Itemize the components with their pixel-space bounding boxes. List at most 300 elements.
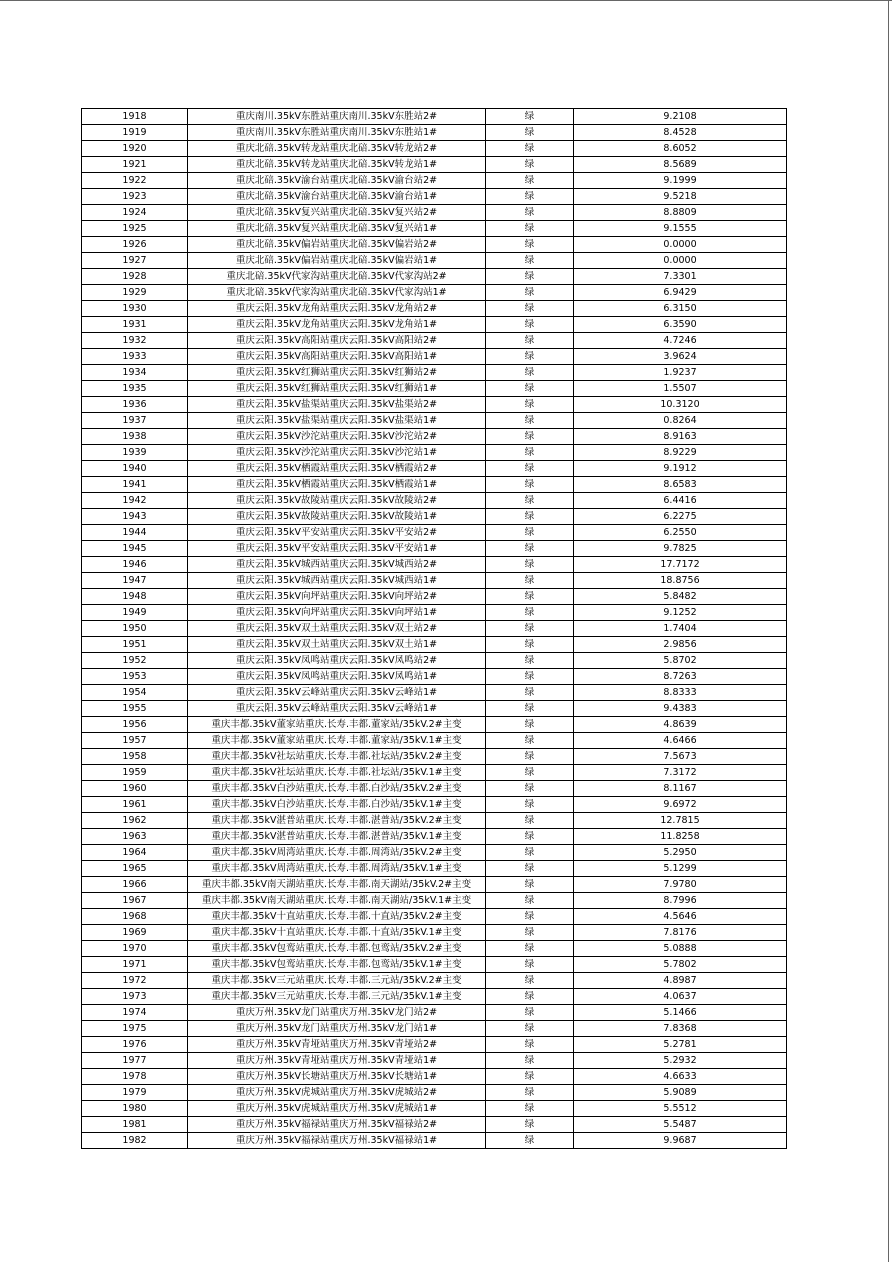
value-cell: 11.8258 (574, 829, 787, 845)
table-row (82, 461, 787, 477)
value-cell: 9.6972 (574, 797, 787, 813)
row-id-cell: 1952 (82, 653, 188, 669)
station-name-cell: 重庆丰都.35kV社坛站重庆.长寿.丰都.社坛站/35kV.2#主变 (188, 749, 486, 765)
value-cell: 0.8264 (574, 413, 787, 429)
row-id-cell: 1950 (82, 621, 188, 637)
table-row (82, 557, 787, 573)
table-row (82, 941, 787, 957)
status-cell: 绿 (486, 861, 574, 877)
value-cell: 5.2932 (574, 1053, 787, 1069)
table-row (82, 621, 787, 637)
status-cell: 绿 (486, 749, 574, 765)
table-row (82, 989, 787, 1005)
status-cell: 绿 (486, 413, 574, 429)
row-id-cell: 1940 (82, 461, 188, 477)
station-name-cell: 重庆丰都.35kV社坛站重庆.长寿.丰都.社坛站/35kV.1#主变 (188, 765, 486, 781)
station-name-cell: 重庆丰都.35kV周湾站重庆.长寿.丰都.周湾站/35kV.2#主变 (188, 845, 486, 861)
station-name-cell: 重庆北碚.35kV偏岩站重庆北碚.35kV偏岩站2# (188, 237, 486, 253)
row-id-cell: 1924 (82, 205, 188, 221)
station-name-cell: 重庆北碚.35kV复兴站重庆北碚.35kV复兴站1# (188, 221, 486, 237)
row-id-cell: 1928 (82, 269, 188, 285)
row-id-cell: 1933 (82, 349, 188, 365)
status-cell: 绿 (486, 493, 574, 509)
row-id-cell: 1964 (82, 845, 188, 861)
table-row (82, 1005, 787, 1021)
table-row (82, 861, 787, 877)
status-cell: 绿 (486, 717, 574, 733)
station-name-cell: 重庆万州.35kV虎城站重庆万州.35kV虎城站1# (188, 1101, 486, 1117)
status-cell: 绿 (486, 1053, 574, 1069)
table-row (82, 269, 787, 285)
status-cell: 绿 (486, 845, 574, 861)
row-id-cell: 1959 (82, 765, 188, 781)
row-id-cell: 1957 (82, 733, 188, 749)
value-cell: 4.8987 (574, 973, 787, 989)
row-id-cell: 1972 (82, 973, 188, 989)
row-id-cell: 1951 (82, 637, 188, 653)
status-cell: 绿 (486, 573, 574, 589)
station-name-cell: 重庆丰都.35kV三元站重庆.长寿.丰都.三元站/35kV.1#主变 (188, 989, 486, 1005)
station-name-cell: 重庆丰都.35kV包鸾站重庆.长寿.丰都.包鸾站/35kV.1#主变 (188, 957, 486, 973)
station-name-cell: 重庆万州.35kV福禄站重庆万州.35kV福禄站1# (188, 1133, 486, 1149)
status-cell: 绿 (486, 733, 574, 749)
status-cell: 绿 (486, 893, 574, 909)
station-name-cell: 重庆北碚.35kV渝台站重庆北碚.35kV渝台站1# (188, 189, 486, 205)
station-name-cell: 重庆云阳.35kV双土站重庆云阳.35kV双土站1# (188, 637, 486, 653)
station-name-cell: 重庆云阳.35kV云峰站重庆云阳.35kV云峰站1# (188, 685, 486, 701)
row-id-cell: 1976 (82, 1037, 188, 1053)
station-name-cell: 重庆云阳.35kV凤鸣站重庆云阳.35kV凤鸣站2# (188, 653, 486, 669)
status-cell: 绿 (486, 349, 574, 365)
status-cell: 绿 (486, 989, 574, 1005)
row-id-cell: 1932 (82, 333, 188, 349)
table-row (82, 541, 787, 557)
table-row (82, 333, 787, 349)
status-cell: 绿 (486, 221, 574, 237)
row-id-cell: 1975 (82, 1021, 188, 1037)
value-cell: 7.5673 (574, 749, 787, 765)
station-name-cell: 重庆丰都.35kV湛普站重庆.长寿.丰都.湛普站/35kV.1#主变 (188, 829, 486, 845)
row-id-cell: 1941 (82, 477, 188, 493)
value-cell: 0.0000 (574, 237, 787, 253)
station-name-cell: 重庆丰都.35kV南天湖站重庆.长寿.丰都.南天湖站/35kV.2#主变 (188, 877, 486, 893)
table-row (82, 1021, 787, 1037)
status-cell: 绿 (486, 301, 574, 317)
value-cell: 7.3172 (574, 765, 787, 781)
status-cell: 绿 (486, 205, 574, 221)
row-id-cell: 1923 (82, 189, 188, 205)
row-id-cell: 1922 (82, 173, 188, 189)
table-row (82, 909, 787, 925)
station-name-cell: 重庆云阳.35kV向坪站重庆云阳.35kV向坪站1# (188, 605, 486, 621)
station-name-cell: 重庆北碚.35kV代家沟站重庆北碚.35kV代家沟站2# (188, 269, 486, 285)
status-cell: 绿 (486, 813, 574, 829)
station-name-cell: 重庆丰都.35kV十直站重庆.长寿.丰都.十直站/35kV.2#主变 (188, 909, 486, 925)
row-id-cell: 1953 (82, 669, 188, 685)
value-cell: 5.5512 (574, 1101, 787, 1117)
status-cell: 绿 (486, 509, 574, 525)
value-cell: 6.4416 (574, 493, 787, 509)
status-cell: 绿 (486, 125, 574, 141)
value-cell: 9.1555 (574, 221, 787, 237)
table-row (82, 445, 787, 461)
table-row (82, 477, 787, 493)
station-name-cell: 重庆云阳.35kV城西站重庆云阳.35kV城西站1# (188, 573, 486, 589)
value-cell: 8.8333 (574, 685, 787, 701)
table-row (82, 381, 787, 397)
value-cell: 18.8756 (574, 573, 787, 589)
row-id-cell: 1954 (82, 685, 188, 701)
status-cell: 绿 (486, 589, 574, 605)
table-row (82, 733, 787, 749)
status-cell: 绿 (486, 653, 574, 669)
status-cell: 绿 (486, 941, 574, 957)
row-id-cell: 1967 (82, 893, 188, 909)
station-name-cell: 重庆万州.35kV龙门站重庆万州.35kV龙门站1# (188, 1021, 486, 1037)
status-cell: 绿 (486, 829, 574, 845)
row-id-cell: 1936 (82, 397, 188, 413)
status-cell: 绿 (486, 189, 574, 205)
station-name-cell: 重庆云阳.35kV栖霞站重庆云阳.35kV栖霞站2# (188, 461, 486, 477)
table-row (82, 701, 787, 717)
station-name-cell: 重庆丰都.35kV白沙站重庆.长寿.丰都.白沙站/35kV.2#主变 (188, 781, 486, 797)
station-name-cell: 重庆北碚.35kV转龙站重庆北碚.35kV转龙站2# (188, 141, 486, 157)
row-id-cell: 1970 (82, 941, 188, 957)
value-cell: 5.5487 (574, 1117, 787, 1133)
status-cell: 绿 (486, 685, 574, 701)
row-id-cell: 1979 (82, 1085, 188, 1101)
status-cell: 绿 (486, 877, 574, 893)
status-cell: 绿 (486, 397, 574, 413)
value-cell: 5.1466 (574, 1005, 787, 1021)
row-id-cell: 1930 (82, 301, 188, 317)
value-cell: 4.5646 (574, 909, 787, 925)
value-cell: 5.8482 (574, 589, 787, 605)
station-name-cell: 重庆云阳.35kV沙沱站重庆云阳.35kV沙沱站2# (188, 429, 486, 445)
table-row (82, 893, 787, 909)
table-row (82, 301, 787, 317)
table-row (82, 157, 787, 173)
value-cell: 2.9856 (574, 637, 787, 653)
value-cell: 8.1167 (574, 781, 787, 797)
table-row (82, 685, 787, 701)
station-name-cell: 重庆丰都.35kV十直站重庆.长寿.丰都.十直站/35kV.1#主变 (188, 925, 486, 941)
status-cell: 绿 (486, 461, 574, 477)
row-id-cell: 1946 (82, 557, 188, 573)
value-cell: 12.7815 (574, 813, 787, 829)
table-row (82, 877, 787, 893)
row-id-cell: 1935 (82, 381, 188, 397)
station-name-cell: 重庆云阳.35kV龙角站重庆云阳.35kV龙角站2# (188, 301, 486, 317)
status-cell: 绿 (486, 541, 574, 557)
status-cell: 绿 (486, 109, 574, 125)
value-cell: 6.2275 (574, 509, 787, 525)
table-row (82, 413, 787, 429)
value-cell: 1.7404 (574, 621, 787, 637)
row-id-cell: 1939 (82, 445, 188, 461)
table-row (82, 573, 787, 589)
row-id-cell: 1955 (82, 701, 188, 717)
table-row (82, 397, 787, 413)
row-id-cell: 1978 (82, 1069, 188, 1085)
station-name-cell: 重庆云阳.35kV红狮站重庆云阳.35kV红狮站2# (188, 365, 486, 381)
value-cell: 5.1299 (574, 861, 787, 877)
station-name-cell: 重庆南川.35kV东胜站重庆南川.35kV东胜站2# (188, 109, 486, 125)
station-name-cell: 重庆丰都.35kV包鸾站重庆.长寿.丰都.包鸾站/35kV.2#主变 (188, 941, 486, 957)
table-row (82, 1069, 787, 1085)
status-cell: 绿 (486, 701, 574, 717)
table-row (82, 221, 787, 237)
value-cell: 6.2550 (574, 525, 787, 541)
value-cell: 5.0888 (574, 941, 787, 957)
station-name-cell: 重庆丰都.35kV周湾站重庆.长寿.丰都.周湾站/35kV.1#主变 (188, 861, 486, 877)
table-row (82, 1037, 787, 1053)
value-cell: 9.7825 (574, 541, 787, 557)
row-id-cell: 1934 (82, 365, 188, 381)
status-cell: 绿 (486, 269, 574, 285)
status-cell: 绿 (486, 317, 574, 333)
table-body (82, 109, 787, 1149)
status-cell: 绿 (486, 1101, 574, 1117)
station-name-cell: 重庆云阳.35kV故陵站重庆云阳.35kV故陵站1# (188, 509, 486, 525)
table-row (82, 1053, 787, 1069)
table-row (82, 765, 787, 781)
table-row (82, 589, 787, 605)
row-id-cell: 1962 (82, 813, 188, 829)
right-border-line (888, 0, 889, 1262)
value-cell: 8.6052 (574, 141, 787, 157)
row-id-cell: 1973 (82, 989, 188, 1005)
station-name-cell: 重庆北碚.35kV转龙站重庆北碚.35kV转龙站1# (188, 157, 486, 173)
table-row (82, 781, 787, 797)
status-cell: 绿 (486, 1005, 574, 1021)
value-cell: 7.8176 (574, 925, 787, 941)
row-id-cell: 1980 (82, 1101, 188, 1117)
table-row (82, 365, 787, 381)
value-cell: 9.1252 (574, 605, 787, 621)
value-cell: 5.2781 (574, 1037, 787, 1053)
value-cell: 8.6583 (574, 477, 787, 493)
status-cell: 绿 (486, 365, 574, 381)
value-cell: 3.9624 (574, 349, 787, 365)
row-id-cell: 1948 (82, 589, 188, 605)
value-cell: 8.9163 (574, 429, 787, 445)
value-cell: 17.7172 (574, 557, 787, 573)
row-id-cell: 1963 (82, 829, 188, 845)
status-cell: 绿 (486, 669, 574, 685)
row-id-cell: 1958 (82, 749, 188, 765)
table-row (82, 285, 787, 301)
table-row (82, 669, 787, 685)
value-cell: 4.6633 (574, 1069, 787, 1085)
station-name-cell: 重庆丰都.35kV董家站重庆.长寿.丰都.董家站/35kV.1#主变 (188, 733, 486, 749)
status-cell: 绿 (486, 1133, 574, 1149)
status-cell: 绿 (486, 1021, 574, 1037)
value-cell: 9.4383 (574, 701, 787, 717)
value-cell: 4.0637 (574, 989, 787, 1005)
value-cell: 8.9229 (574, 445, 787, 461)
value-cell: 4.6466 (574, 733, 787, 749)
data-table (81, 108, 787, 1149)
value-cell: 5.8702 (574, 653, 787, 669)
table-row (82, 109, 787, 125)
station-name-cell: 重庆云阳.35kV盐渠站重庆云阳.35kV盐渠站1# (188, 413, 486, 429)
table-row (82, 717, 787, 733)
station-name-cell: 重庆云阳.35kV双土站重庆云阳.35kV双土站2# (188, 621, 486, 637)
table-row (82, 605, 787, 621)
table-row (82, 253, 787, 269)
row-id-cell: 1919 (82, 125, 188, 141)
row-id-cell: 1947 (82, 573, 188, 589)
status-cell: 绿 (486, 1085, 574, 1101)
status-cell: 绿 (486, 1117, 574, 1133)
row-id-cell: 1968 (82, 909, 188, 925)
station-name-cell: 重庆丰都.35kV三元站重庆.长寿.丰都.三元站/35kV.2#主变 (188, 973, 486, 989)
status-cell: 绿 (486, 765, 574, 781)
status-cell: 绿 (486, 429, 574, 445)
row-id-cell: 1920 (82, 141, 188, 157)
station-name-cell: 重庆北碚.35kV代家沟站重庆北碚.35kV代家沟站1# (188, 285, 486, 301)
value-cell: 6.3150 (574, 301, 787, 317)
table-row (82, 493, 787, 509)
row-id-cell: 1981 (82, 1117, 188, 1133)
table-row (82, 509, 787, 525)
value-cell: 5.7802 (574, 957, 787, 973)
table-row (82, 1101, 787, 1117)
value-cell: 8.4528 (574, 125, 787, 141)
status-cell: 绿 (486, 285, 574, 301)
value-cell: 4.7246 (574, 333, 787, 349)
row-id-cell: 1956 (82, 717, 188, 733)
status-cell: 绿 (486, 1037, 574, 1053)
station-name-cell: 重庆云阳.35kV平安站重庆云阳.35kV平安站1# (188, 541, 486, 557)
table-row (82, 1085, 787, 1101)
table-row (82, 429, 787, 445)
station-name-cell: 重庆万州.35kV青垭站重庆万州.35kV青垭站1# (188, 1053, 486, 1069)
status-cell: 绿 (486, 957, 574, 973)
table-row (82, 125, 787, 141)
table-row (82, 637, 787, 653)
row-id-cell: 1942 (82, 493, 188, 509)
value-cell: 5.9089 (574, 1085, 787, 1101)
value-cell: 6.9429 (574, 285, 787, 301)
table-row (82, 1133, 787, 1149)
status-cell: 绿 (486, 621, 574, 637)
row-id-cell: 1921 (82, 157, 188, 173)
status-cell: 绿 (486, 605, 574, 621)
value-cell: 7.3301 (574, 269, 787, 285)
table-row (82, 925, 787, 941)
station-name-cell: 重庆北碚.35kV渝台站重庆北碚.35kV渝台站2# (188, 173, 486, 189)
row-id-cell: 1944 (82, 525, 188, 541)
value-cell: 9.5218 (574, 189, 787, 205)
row-id-cell: 1977 (82, 1053, 188, 1069)
status-cell: 绿 (486, 141, 574, 157)
value-cell: 9.9687 (574, 1133, 787, 1149)
station-name-cell: 重庆北碚.35kV偏岩站重庆北碚.35kV偏岩站1# (188, 253, 486, 269)
value-cell: 9.1999 (574, 173, 787, 189)
status-cell: 绿 (486, 525, 574, 541)
row-id-cell: 1960 (82, 781, 188, 797)
station-name-cell: 重庆万州.35kV青垭站重庆万州.35kV青垭站2# (188, 1037, 486, 1053)
status-cell: 绿 (486, 381, 574, 397)
station-name-cell: 重庆万州.35kV虎城站重庆万州.35kV虎城站2# (188, 1085, 486, 1101)
status-cell: 绿 (486, 237, 574, 253)
table-row (82, 845, 787, 861)
station-name-cell: 重庆云阳.35kV凤鸣站重庆云阳.35kV凤鸣站1# (188, 669, 486, 685)
table-row (82, 1117, 787, 1133)
status-cell: 绿 (486, 1069, 574, 1085)
status-cell: 绿 (486, 781, 574, 797)
value-cell: 8.7263 (574, 669, 787, 685)
top-border-line (0, 0, 892, 1)
row-id-cell: 1925 (82, 221, 188, 237)
station-name-cell: 重庆万州.35kV福禄站重庆万州.35kV福禄站2# (188, 1117, 486, 1133)
station-name-cell: 重庆丰都.35kV董家站重庆.长寿.丰都.董家站/35kV.2#主变 (188, 717, 486, 733)
row-id-cell: 1949 (82, 605, 188, 621)
value-cell: 4.8639 (574, 717, 787, 733)
station-name-cell: 重庆云阳.35kV平安站重庆云阳.35kV平安站2# (188, 525, 486, 541)
status-cell: 绿 (486, 333, 574, 349)
station-name-cell: 重庆云阳.35kV红狮站重庆云阳.35kV红狮站1# (188, 381, 486, 397)
row-id-cell: 1965 (82, 861, 188, 877)
table-row (82, 797, 787, 813)
row-id-cell: 1929 (82, 285, 188, 301)
station-name-cell: 重庆云阳.35kV高阳站重庆云阳.35kV高阳站1# (188, 349, 486, 365)
table-row (82, 173, 787, 189)
status-cell: 绿 (486, 973, 574, 989)
table-row (82, 957, 787, 973)
table-row (82, 141, 787, 157)
row-id-cell: 1937 (82, 413, 188, 429)
value-cell: 8.5689 (574, 157, 787, 173)
station-name-cell: 重庆北碚.35kV复兴站重庆北碚.35kV复兴站2# (188, 205, 486, 221)
table-row (82, 749, 787, 765)
table-row (82, 349, 787, 365)
station-name-cell: 重庆云阳.35kV故陵站重庆云阳.35kV故陵站2# (188, 493, 486, 509)
station-name-cell: 重庆万州.35kV龙门站重庆万州.35kV龙门站2# (188, 1005, 486, 1021)
row-id-cell: 1931 (82, 317, 188, 333)
table-row (82, 237, 787, 253)
table-row (82, 973, 787, 989)
row-id-cell: 1982 (82, 1133, 188, 1149)
station-name-cell: 重庆云阳.35kV盐渠站重庆云阳.35kV盐渠站2# (188, 397, 486, 413)
table-row (82, 653, 787, 669)
status-cell: 绿 (486, 637, 574, 653)
status-cell: 绿 (486, 797, 574, 813)
row-id-cell: 1969 (82, 925, 188, 941)
status-cell: 绿 (486, 173, 574, 189)
row-id-cell: 1966 (82, 877, 188, 893)
value-cell: 1.9237 (574, 365, 787, 381)
station-name-cell: 重庆云阳.35kV城西站重庆云阳.35kV城西站2# (188, 557, 486, 573)
table-row (82, 813, 787, 829)
status-cell: 绿 (486, 477, 574, 493)
value-cell: 5.2950 (574, 845, 787, 861)
value-cell: 10.3120 (574, 397, 787, 413)
station-name-cell: 重庆万州.35kV长塘站重庆万州.35kV长塘站1# (188, 1069, 486, 1085)
station-name-cell: 重庆丰都.35kV白沙站重庆.长寿.丰都.白沙站/35kV.1#主变 (188, 797, 486, 813)
station-name-cell: 重庆云阳.35kV云峰站重庆云阳.35kV云峰站1# (188, 701, 486, 717)
row-id-cell: 1926 (82, 237, 188, 253)
status-cell: 绿 (486, 445, 574, 461)
value-cell: 8.8809 (574, 205, 787, 221)
station-name-cell: 重庆云阳.35kV栖霞站重庆云阳.35kV栖霞站1# (188, 477, 486, 493)
table-row (82, 525, 787, 541)
row-id-cell: 1945 (82, 541, 188, 557)
value-cell: 8.7996 (574, 893, 787, 909)
table-row (82, 829, 787, 845)
